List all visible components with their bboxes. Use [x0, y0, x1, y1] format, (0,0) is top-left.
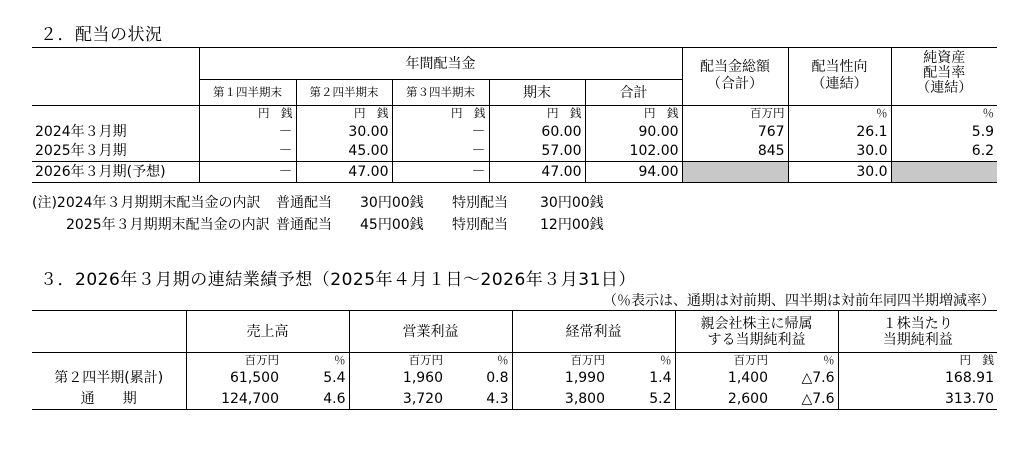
- percentage-note: （％表示は、通期は対前期、四半期は対前年同四半期増減率）: [603, 293, 995, 309]
- header-doe: 純資産 配当率 （連結）: [891, 48, 997, 106]
- unit-ord: 百万円: [570, 352, 605, 367]
- section3-title: ３．2026年３月期の連結業績予想（2025年４月１日～2026年３月31日）: [40, 270, 636, 290]
- header-ordinary-income: 経常利益: [512, 311, 675, 353]
- header-q3: 第３四半期末: [392, 80, 489, 106]
- header-eps: １株当たり 当期純利益: [838, 311, 997, 353]
- header-payout-ratio: 配当性向 （連結）: [788, 48, 891, 106]
- header-sales: 売上高: [186, 311, 349, 353]
- unit-q1: 円 銭: [199, 106, 296, 122]
- header-operating-income: 営業利益: [349, 311, 512, 353]
- dividend-table: [32, 47, 997, 183]
- unit-eps: 円 銭: [959, 352, 994, 367]
- unit-sales-pct: ％: [282, 353, 349, 368]
- table-row-forecast: 2026年３月期(予想) － 47.00 － 47.00 94.00 30.0: [32, 162, 997, 183]
- unit-period-end: 円 銭: [489, 106, 585, 122]
- unit-q2: 円 銭: [296, 106, 392, 122]
- table-row: 2024年３月期 － 30.00 － 60.00 90.00 767 26.1 5.9: [32, 122, 997, 142]
- unit-sales: 百万円: [244, 352, 279, 367]
- header-q2: 第２四半期末: [296, 80, 392, 106]
- shaded-cell: [891, 162, 997, 183]
- unit-payout: ％: [788, 106, 891, 122]
- header-annual-dividend: 年間配当金: [199, 48, 682, 80]
- unit-op-pct: ％: [446, 353, 512, 368]
- table-row: 2025年３月期 － 45.00 － 57.00 102.00 845 30.0 6.2: [32, 142, 997, 162]
- unit-q3: 円 銭: [392, 106, 489, 122]
- unit-op: 百万円: [408, 352, 443, 367]
- unit-ord-pct: ％: [608, 353, 675, 368]
- header-blank: [32, 48, 199, 106]
- unit-total: 円 銭: [585, 106, 682, 122]
- unit-total-dividend: 百万円: [682, 106, 788, 122]
- table-row: 第２四半期(累計) 61,500 5.4 1,960 0.8 1,990 1.4 1,400 △7.6 168.91: [32, 368, 997, 389]
- table-row: 通 期 124,700 4.6 3,720 4.3 3,800 5.2 2,600 △7.6 313.70: [32, 389, 997, 410]
- header-period-end: 期末: [489, 80, 585, 106]
- unit-net-pct: ％: [771, 353, 838, 368]
- section2-title: ２．配当の状況: [40, 25, 163, 45]
- header-net-income: 親会社株主に帰属 する当期純利益: [675, 311, 838, 353]
- header-q1: 第１四半期末: [199, 80, 296, 106]
- shaded-cell: [682, 162, 788, 183]
- unit-doe: ％: [891, 106, 997, 122]
- forecast-table: [32, 310, 997, 410]
- header-blank: [32, 311, 186, 353]
- unit-net: 百万円: [733, 352, 768, 367]
- header-total: 合計: [619, 84, 648, 101]
- dividend-note-1: (注)2024年３月期期末配当金の内訳 普通配当 30円00銭 特別配当 30円00銭: [32, 195, 604, 211]
- header-total-dividend: 配当金総額 （合計）: [682, 48, 788, 106]
- dividend-note-2: 2025年３月期期末配当金の内訳 普通配当 45円00銭 特別配当 12円00銭: [66, 217, 604, 233]
